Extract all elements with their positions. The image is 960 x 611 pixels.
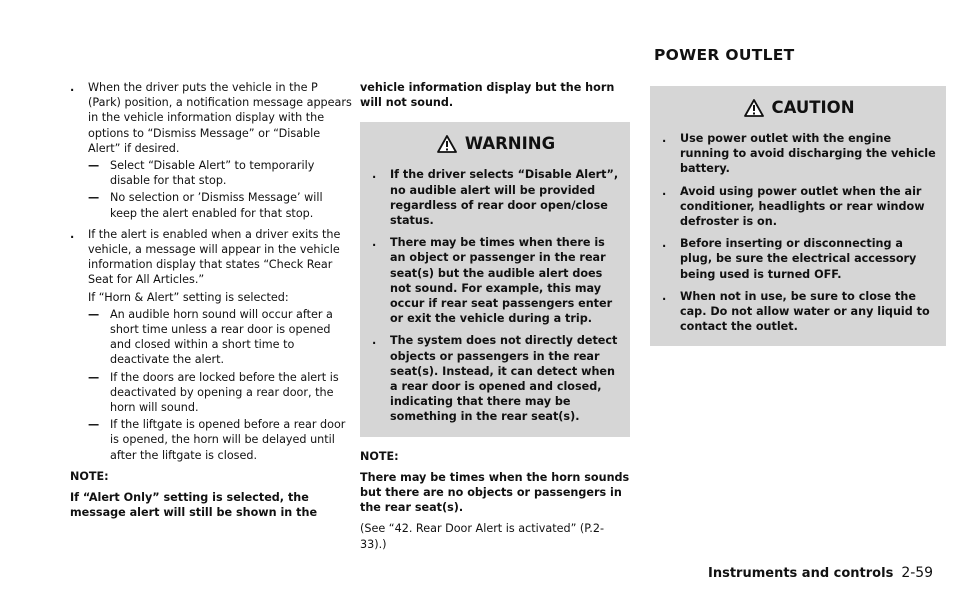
bullet-item <box>70 227 352 465</box>
note-label: NOTE: <box>70 469 109 483</box>
cross-reference: (See “42. Rear Door Alert is activated” (P.2-33).) <box>360 522 605 551</box>
note-text: There may be times when the horn sounds but there are no objects or passengers in the rear seat(s). <box>360 470 630 515</box>
bullet-marker: . <box>662 237 667 251</box>
dash-text: If the doors are locked before the alert is deactivated by opening a rear door, the horn will sound. <box>110 370 339 415</box>
bullet-marker: . <box>662 184 667 198</box>
dash-marker: — <box>88 418 100 432</box>
dash-item <box>88 307 352 368</box>
footer-section-label: Instruments and controls <box>708 566 894 581</box>
caution-item <box>662 236 936 282</box>
caution-item <box>662 184 936 230</box>
bullet-marker: . <box>662 289 667 303</box>
dash-marker: — <box>88 159 100 173</box>
warning-triangle-icon <box>437 135 457 153</box>
column-2 <box>360 80 630 558</box>
bullet-marker: . <box>70 81 75 94</box>
caution-item <box>662 289 936 335</box>
dash-item <box>88 417 352 463</box>
bullet-marker: . <box>662 132 667 145</box>
caution-box <box>650 86 946 346</box>
bullet-marker: . <box>372 236 377 250</box>
section-title: POWER OUTLET <box>654 46 795 64</box>
caution-item-text: Avoid using power outlet when the air conditioner, headlights or rear window defroster is on. <box>680 184 925 229</box>
warning-triangle-icon <box>744 99 764 117</box>
warning-header <box>372 134 620 153</box>
bullet-text: If the alert is enabled when a driver exits the vehicle, a message will appear in the vehicle information display that states “Check Rear Seat for All Articles.” <box>88 227 341 287</box>
warning-item <box>372 333 620 424</box>
caution-item-text: Use power outlet with the engine running to avoid discharging the vehicle battery. <box>680 132 936 176</box>
dash-marker: — <box>88 370 100 384</box>
warning-item <box>372 167 620 228</box>
dash-text: An audible horn sound will occur after a short time unless a rear door is opened and closed within a short time to deactivate the alert. <box>110 307 333 367</box>
dash-marker: — <box>88 307 100 321</box>
caution-header <box>662 98 936 117</box>
continued-text: vehicle information display but the horn will not sound. <box>360 81 615 110</box>
bullet-marker: . <box>372 334 377 348</box>
dash-item <box>88 370 352 416</box>
warning-title: WARNING <box>464 134 556 154</box>
dash-text: No selection or ’Dismiss Message’ will keep the alert enabled for that stop. <box>110 191 323 220</box>
caution-title: CAUTION <box>771 98 855 117</box>
dash-text: Select “Disable Alert” to temporarily disable for that stop. <box>110 159 315 188</box>
column-3 <box>650 46 946 346</box>
caution-item <box>662 131 936 177</box>
bullet-subtext: If “Horn & Alert” setting is selected: <box>88 290 289 304</box>
dash-item <box>88 190 352 220</box>
caution-item-text: Before inserting or disconnecting a plug, be sure the electrical accessory being used is turned OFF. <box>680 237 917 281</box>
warning-item-text: There may be times when there is an object or passenger in the rear seat(s) but the audible alert does not sound. For example, this may occur if rear seat passengers enter or exit the vehicle during a trip. <box>390 236 613 326</box>
warning-item-text: If the driver selects “Disable Alert”, no audible alert will be provided regardless of rear door open/close status. <box>390 168 619 228</box>
warning-item-text: The system does not directly detect objects or passengers in the rear seat(s). Instead, it can detect when a rear door is opened and closed, indicating that there may be something in the rear seat(s). <box>390 334 618 424</box>
note-text: If “Alert Only” setting is selected, the message alert will still be shown in the <box>70 491 318 520</box>
page-footer <box>708 565 933 581</box>
bullet-marker: . <box>372 168 377 182</box>
page-number: 2-59 <box>901 565 934 581</box>
dash-text: If the liftgate is opened before a rear door is opened, the horn will be delayed until after the liftgate is closed. <box>110 418 346 462</box>
bullet-item <box>70 80 352 223</box>
warning-item <box>372 235 620 326</box>
caution-item-text: When not in use, be sure to close the cap. Do not allow water or any liquid to contact the outlet. <box>680 289 930 334</box>
bullet-text: When the driver puts the vehicle in the P (Park) position, a notification message appears in the vehicle information display with the options to “Dismiss Message” or “Disable Alert” if desired. <box>88 81 352 155</box>
dash-marker: — <box>88 191 100 205</box>
bullet-marker: . <box>70 227 75 241</box>
warning-box <box>360 122 630 436</box>
dash-item <box>88 158 352 188</box>
column-1 <box>70 80 352 526</box>
note-label: NOTE: <box>360 449 399 463</box>
